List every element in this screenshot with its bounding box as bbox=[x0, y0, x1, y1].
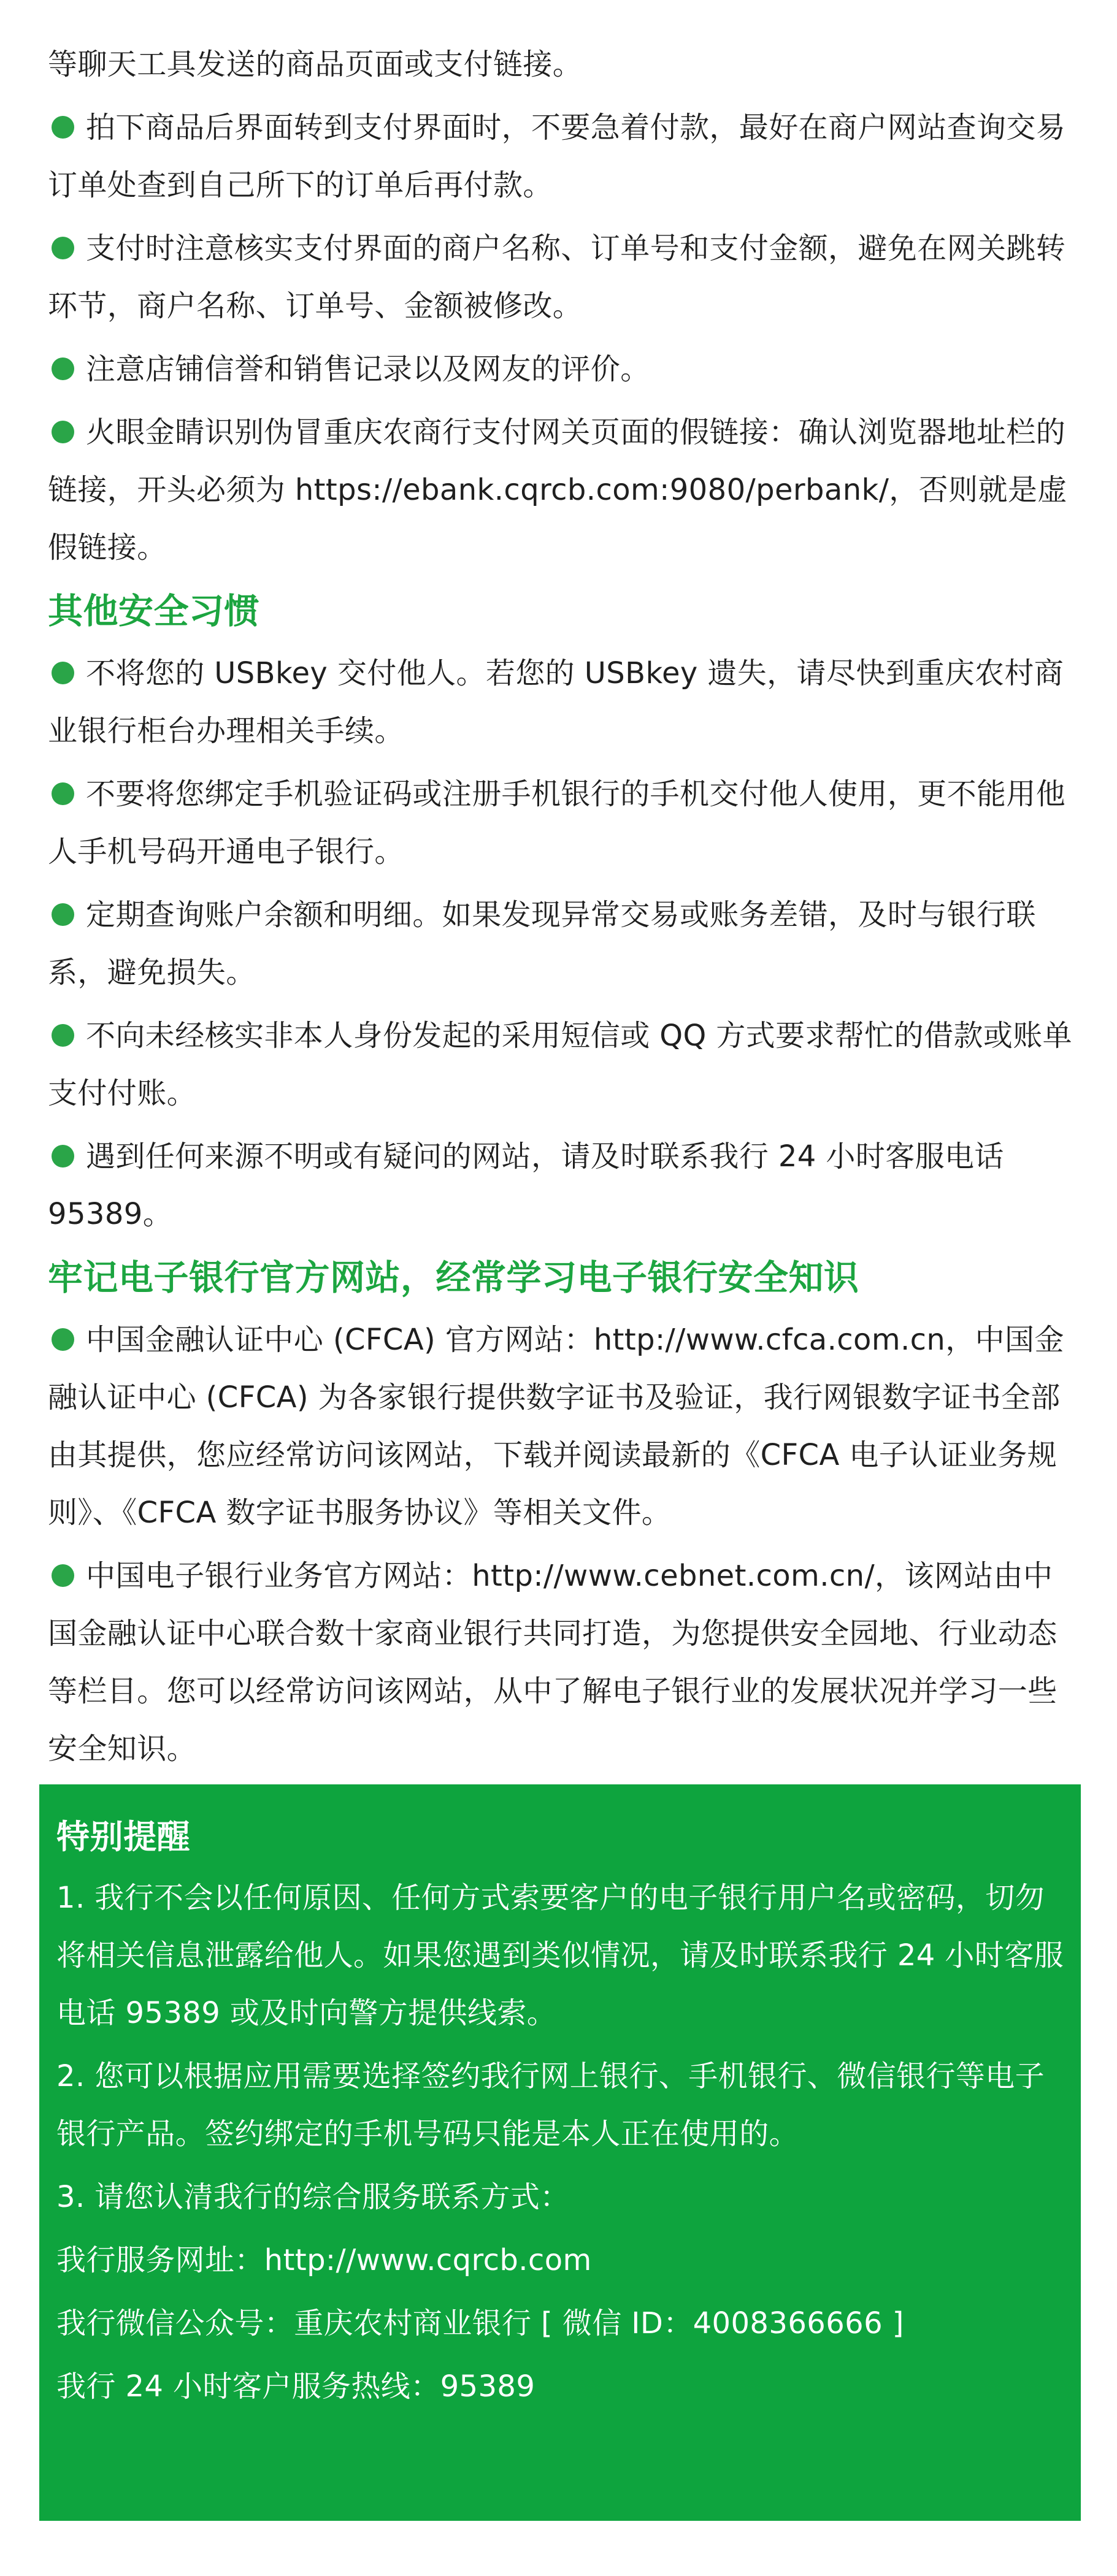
special-notice-title: 特别提醒 bbox=[56, 1817, 191, 1856]
bullet-text: 定期查询账户余额和明细。如果发现异常交易或账务差错，及时与银行联系，避免损失。 bbox=[48, 898, 1036, 990]
site-bullet-2 bbox=[48, 1547, 1075, 1778]
bullet-dot-icon bbox=[52, 1145, 74, 1168]
habit-bullet-3 bbox=[48, 886, 1075, 1001]
habit-bullet-2 bbox=[48, 765, 1075, 881]
bullet-text: 中国金融认证中心 (CFCA) 官方网站：http://www.cfca.com.cn，中国金融认证中心 (CFCA) 为各家银行提供数字证书及验证，我行网银数字证书全部由其提供，您应经常访问该网站，下载并阅读最新的《CFCA 电子认证业务规则》、《CFCA 数字证书服务协议》等相关文件。 bbox=[48, 1323, 1064, 1530]
bullet-dot-icon bbox=[52, 116, 74, 139]
bullet-dot-icon bbox=[52, 903, 74, 926]
bullet-dot-icon bbox=[52, 782, 74, 805]
notice-item-2: 2. 您可以根据应用需要选择签约我行网上银行、手机银行、微信银行等电子银行产品。签约绑定的手机号码只能是本人正在使用的。 bbox=[56, 2059, 1045, 2151]
payment-bullet-2 bbox=[48, 220, 1075, 335]
bullet-text: 火眼金睛识别伪冒重庆农商行支付网关页面的假链接：确认浏览器地址栏的链接，开头必须为 https://ebank.cqrcb.com:9080/perbank/，否则就是虚假链接。 bbox=[48, 415, 1067, 565]
bullet-dot-icon bbox=[52, 1564, 74, 1587]
site-bullet-1 bbox=[48, 1311, 1075, 1542]
habit-bullet-5 bbox=[48, 1128, 1075, 1243]
bullet-dot-icon bbox=[52, 1328, 74, 1351]
bullet-dot-icon bbox=[52, 1024, 74, 1047]
content-column bbox=[48, 36, 1075, 1962]
payment-bullet-4 bbox=[48, 403, 1075, 576]
habit-bullet-1 bbox=[48, 644, 1075, 760]
bullet-text: 不将您的 USBkey 交付他人。若您的 USBkey 遗失，请尽快到重庆农村商业银行柜台办理相关手续。 bbox=[48, 656, 1064, 748]
payment-bullet-3 bbox=[48, 340, 1075, 398]
intro-fragment: 等聊天工具发送的商品页面或支付链接。 bbox=[48, 47, 583, 82]
service-hotline: 我行 24 小时客户服务热线：95389 bbox=[56, 2369, 535, 2404]
bullet-text: 遇到任何来源不明或有疑问的网站，请及时联系我行 24 小时客服电话 95389。 bbox=[48, 1139, 1004, 1231]
service-website: 我行服务网址：http://www.cqrcb.com bbox=[56, 2243, 592, 2277]
bullet-dot-icon bbox=[52, 421, 74, 443]
section-title-official-sites: 牢记电子银行官方网站，经常学习电子银行安全知识 bbox=[48, 1258, 859, 1298]
bullet-text: 支付时注意核实支付界面的商户名称、订单号和支付金额，避免在网关跳转环节，商户名称、订单号、金额被修改。 bbox=[48, 231, 1066, 323]
bullet-text: 注意店铺信誉和销售记录以及网友的评价。 bbox=[86, 352, 650, 386]
payment-bullet-1 bbox=[48, 99, 1075, 214]
bullet-text: 拍下商品后界面转到支付界面时，不要急着付款，最好在商户网站查询交易订单处查到自己所下的订单后再付款。 bbox=[48, 110, 1066, 202]
section-title-other-habits: 其他安全习惯 bbox=[48, 591, 259, 632]
notice-item-1: 1. 我行不会以任何原因、任何方式索要客户的电子银行用户名或密码，切勿将相关信息泄露给他人。如果您遇到类似情况，请及时联系我行 24 小时客服电话 95389 或及时向警方提供线索。 bbox=[56, 1881, 1064, 2030]
bullet-text: 不向未经核实非本人身份发起的采用短信或 QQ 方式要求帮忙的借款或账单支付付账。 bbox=[48, 1019, 1073, 1110]
bullet-dot-icon bbox=[52, 237, 74, 259]
bullet-dot-icon bbox=[52, 662, 74, 684]
habit-bullet-4 bbox=[48, 1007, 1075, 1122]
bullet-dot-icon bbox=[52, 357, 74, 380]
notice-item-3: 3. 请您认清我行的综合服务联系方式： bbox=[56, 2180, 570, 2214]
wechat-account: 我行微信公众号：重庆农村商业银行 [ 微信 ID：4008366666 ] bbox=[56, 2306, 904, 2341]
bullet-text: 不要将您绑定手机验证码或注册手机银行的手机交付他人使用，更不能用他人手机号码开通电子银行。 bbox=[48, 777, 1066, 869]
bullet-text: 中国电子银行业务官方网站：http://www.cebnet.com.cn/，该网站由中国金融认证中心联合数十家商业银行共同打造，为您提供安全园地、行业动态等栏目。您可以经常访问该网站，从中了解电子银行业的发展状况并学习一些安全知识。 bbox=[48, 1559, 1058, 1766]
special-notice-box bbox=[39, 1784, 1081, 2521]
